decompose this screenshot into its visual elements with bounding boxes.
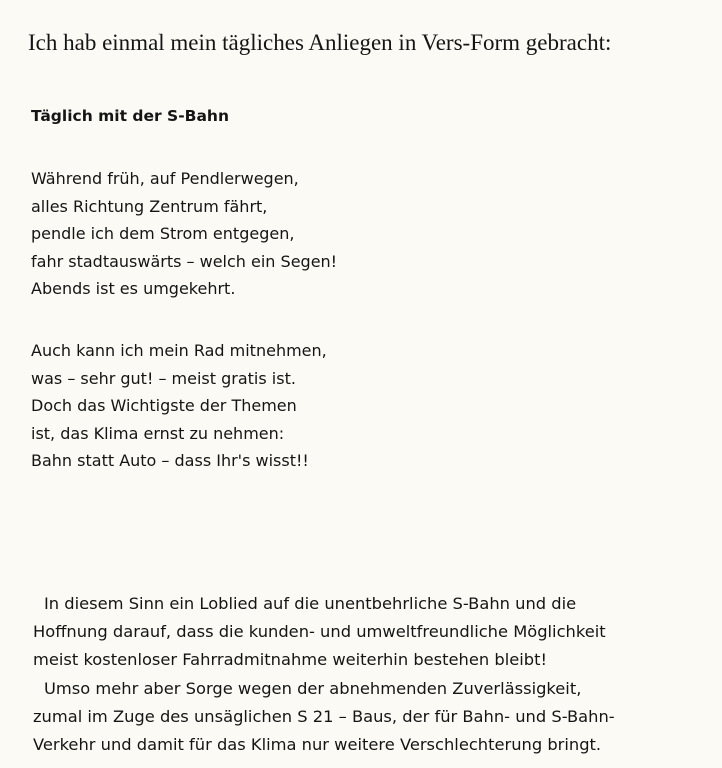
poem-line: pendle ich dem Strom entgegen,	[31, 224, 295, 243]
poem-line: Während früh, auf Pendlerwegen,	[31, 169, 299, 188]
poem-line: fahr stadtauswärts – welch ein Segen!	[31, 251, 338, 271]
poem-line: Auch kann ich mein Rad mitnehmen,	[31, 341, 327, 360]
closing-line: Umso mehr aber Sorge wegen der abnehmenden Zuverlässigkeit,	[44, 678, 582, 698]
poem-title: Täglich mit der S-Bahn	[31, 107, 229, 125]
closing-line: meist kostenloser Fahrradmitnahme weiterhin bestehen bleibt!	[33, 650, 548, 670]
poem-line: ist, das Klima ernst zu nehmen:	[31, 423, 285, 443]
poem-line: was – sehr gut! – meist gratis ist.	[31, 368, 296, 388]
poem-line: Bahn statt Auto – dass Ihr's wisst!!	[31, 451, 309, 470]
poem-stanza-1	[31, 165, 337, 303]
intro-text: Ich hab einmal mein tägliches Anliegen in Vers-Form gebracht:	[28, 30, 612, 55]
poem-line: alles Richtung Zentrum fährt,	[31, 196, 268, 216]
closing-line: Verkehr und damit für das Klima nur weitere Verschlechterung bringt.	[33, 735, 602, 755]
closing-line: zumal im Zuge des unsäglichen S 21 – Baus, der für Bahn- und S-Bahn-	[33, 706, 615, 726]
closing-line: In diesem Sinn ein Loblied auf die unentbehrliche S-Bahn und die	[44, 594, 577, 613]
poem-stanza-2	[31, 337, 327, 475]
poem-line: Abends ist es umgekehrt.	[31, 279, 236, 298]
closing-paragraph	[33, 590, 615, 759]
poem-line: Doch das Wichtigste der Themen	[31, 396, 297, 415]
closing-line: Hoffnung darauf, dass die kunden- und umweltfreundliche Möglichkeit	[33, 622, 606, 642]
